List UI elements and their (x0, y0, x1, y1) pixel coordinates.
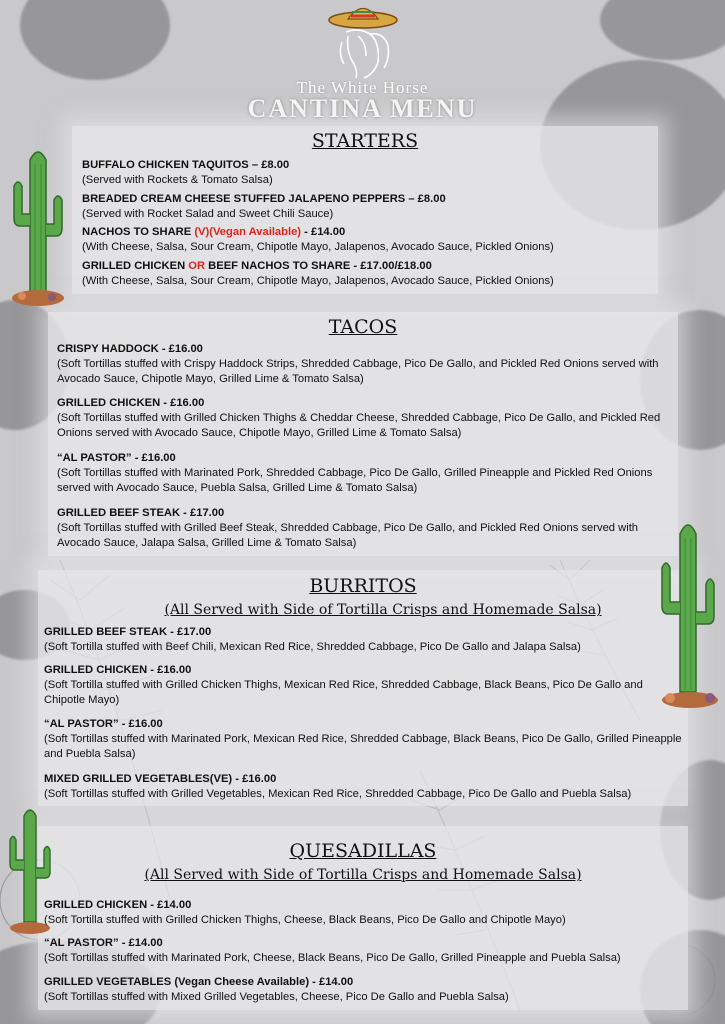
menu-item (44, 717, 684, 762)
item-desc: (With Cheese, Salsa, Sour Cream, Chipotle Mayo, Jalapenos, Avocado Sauce, Pickled Onions) (82, 275, 554, 287)
item-name: “AL PASTOR” - £16.00 (44, 718, 163, 730)
item-desc: (Soft Tortilla stuffed with Grilled Chicken Thighs, Cheese, Black Beans, Pico De Gallo and Chipotle Mayo) (44, 914, 566, 926)
item-name: CRISPY HADDOCK - £16.00 (57, 343, 203, 355)
brand-title: CANTINA MENU (247, 94, 478, 123)
menu-item (57, 342, 677, 387)
cactus-icon (8, 140, 68, 310)
item-name: BREADED CREAM CHEESE STUFFED JALAPENO PEPPERS – £8.00 (82, 193, 446, 205)
item-name-text: NACHOS TO SHARE (82, 226, 195, 238)
item-name: “AL PASTOR” - £14.00 (44, 937, 163, 949)
menu-item (44, 663, 680, 708)
item-name: GRILLED CHICKEN - £16.00 (44, 664, 192, 676)
item-name: MIXED GRILLED VEGETABLES(VE) - £16.00 (44, 773, 277, 785)
item-desc: (Soft Tortillas stuffed with Marinated Pork, Shredded Cabbage, Pico De Gallo, Grilled Pineapple and Pickled Red Onions served with Avocado Sauce, Puebla Salsa, Grilled Lime & Tomato Salsa) (57, 467, 653, 494)
quesadillas-subtitle: (All Served with Side of Tortilla Crisps and Homemade Salsa) (144, 867, 582, 883)
item-desc: (Served with Rocket Salad and Sweet Chili Sauce) (82, 208, 334, 220)
item-desc: (Soft Tortillas stuffed with Mixed Grilled Vegetables, Cheese, Pico De Gallo and Puebla Salsa) (44, 991, 509, 1003)
item-name-note: OR (188, 260, 206, 272)
item-name: BUFFALO CHICKEN TAQUITOS – £8.00 (82, 159, 290, 171)
item-desc: (Soft Tortillas stuffed with Crispy Haddock Strips, Shredded Cabbage, Pico De Gallo, and Pickled Red Onions served with Avocado Sauce, Chipotle Mayo, Grilled Lime & Tomato Salsa) (57, 358, 659, 385)
item-desc: (Soft Tortillas stuffed with Grilled Chicken Thighs & Cheddar Cheese, Shredded Cabbage, Pico De Gallo, and Pickled Red Onions served with Avocado Sauce, Chipotle Mayo, Grilled Lime & Tomato Salsa) (57, 412, 661, 439)
item-desc: (Soft Tortilla stuffed with Grilled Chicken Thighs, Mexican Red Rice, Shredded Cabbage, Black Beans, Pico De Gallo and Chipotle Mayo) (44, 679, 643, 706)
quesadillas-title: QUESADILLAS (289, 840, 437, 862)
item-desc: (Soft Tortilla stuffed with Beef Chili, Mexican Red Rice, Shredded Cabbage, Pico De Gallo and Jalapa Salsa) (44, 641, 581, 653)
menu-item (44, 898, 684, 928)
item-name-price: - £14.00 (301, 226, 346, 238)
menu-item (82, 225, 652, 255)
item-name: GRILLED BEEF STEAK - £17.00 (57, 507, 225, 519)
item-desc: (Soft Tortillas stuffed with Marinated Pork, Mexican Red Rice, Shredded Cabbage, Black Beans, Pico De Gallo, Grilled Pineapple and Puebla Salsa) (44, 733, 682, 760)
menu-item (82, 259, 662, 289)
item-name: GRILLED BEEF STEAK - £17.00 (44, 626, 212, 638)
menu-item (82, 158, 652, 188)
brand-line1: The White Horse (296, 78, 429, 97)
item-name (82, 225, 652, 240)
menu-item (57, 451, 677, 496)
menu-item (44, 975, 684, 1005)
sombrero-horse-logo-icon (318, 2, 408, 80)
item-desc: (Served with Rockets & Tomato Salsa) (82, 174, 273, 186)
tacos-title: TACOS (328, 316, 398, 338)
item-name-price: BEEF NACHOS TO SHARE - £17.00/£18.00 (205, 260, 432, 272)
item-name: GRILLED CHICKEN - £14.00 (44, 899, 192, 911)
menu-item (44, 936, 704, 966)
menu-item (57, 506, 677, 551)
menu-item (44, 772, 704, 802)
starters-title: STARTERS (311, 130, 419, 152)
menu-item (57, 396, 677, 441)
item-desc: (Soft Tortillas stuffed with Grilled Vegetables, Mexican Red Rice, Shredded Cabbage, Pico De Gallo and Puebla Salsa) (44, 788, 632, 800)
burritos-subtitle: (All Served with Side of Tortilla Crisps and Homemade Salsa) (164, 602, 602, 618)
item-name: GRILLED VEGETABLES (Vegan Cheese Available) - £14.00 (44, 976, 354, 988)
item-desc: (With Cheese, Salsa, Sour Cream, Chipotle Mayo, Jalapenos, Avocado Sauce, Pickled Onions) (82, 241, 554, 253)
burritos-title: BURRITOS (309, 575, 417, 597)
item-name: “AL PASTOR” - £16.00 (57, 452, 176, 464)
menu-item (82, 192, 652, 222)
item-name (82, 259, 662, 274)
item-name-text: GRILLED CHICKEN (82, 260, 189, 272)
item-name: GRILLED CHICKEN - £16.00 (57, 397, 205, 409)
item-desc: (Soft Tortillas stuffed with Grilled Beef Steak, Shredded Cabbage, Pico De Gallo, and Pickled Red Onions served with Avocado Sauce, Jalapa Salsa, Grilled Lime & Tomato Salsa) (57, 522, 639, 549)
item-desc: (Soft Tortillas stuffed with Marinated Pork, Cheese, Black Beans, Pico De Gallo, Grilled Pineapple and Puebla Salsa) (44, 952, 621, 964)
item-name-note: (V)(Vegan Available) (194, 226, 302, 238)
menu-item (44, 625, 684, 655)
